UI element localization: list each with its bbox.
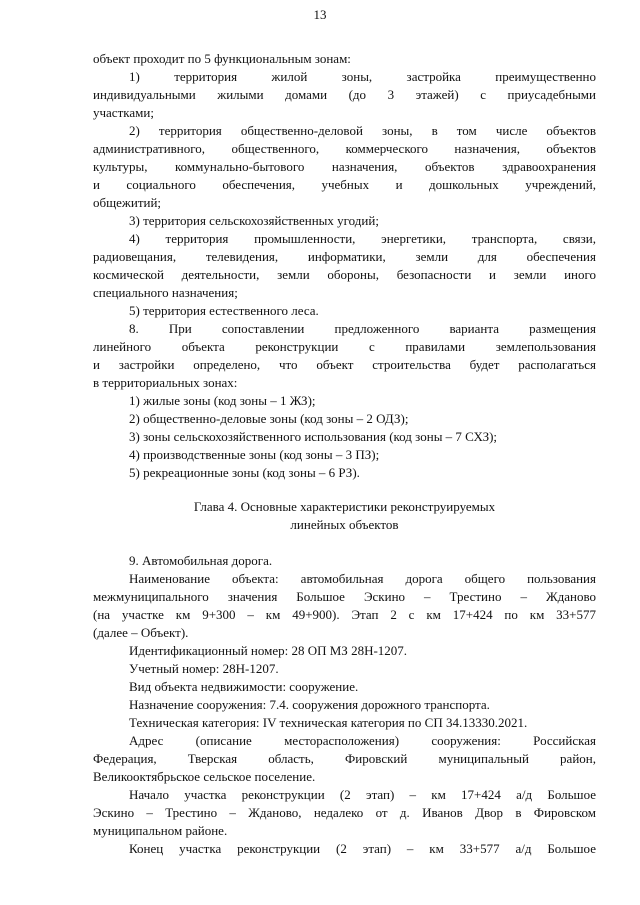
text-line: Конец участка реконструкции (2 этап) – км 33+577 а/д Большое [129, 841, 596, 856]
text-line: Учетный номер: 28Н-1207. [129, 661, 279, 676]
text-line: Начало участка реконструкции (2 этап) – км 17+424 а/д Большое [129, 787, 596, 802]
text-line: 4) производственные зоны (код зоны – 3 ПЗ); [129, 447, 380, 462]
road-object-section [93, 552, 596, 858]
text-line: Назначение сооружения: 7.4. сооружения дорожного транспорта. [129, 697, 490, 712]
text-line: культуры, коммунально-бытового назначения, объектов здравоохранения [93, 159, 596, 174]
text-line: 1) жилые зоны (код зоны – 1 ЖЗ); [129, 393, 316, 408]
text-line: общежитий; [93, 195, 162, 210]
text-line: 5) рекреационные зоны (код зоны – 6 РЗ). [129, 465, 360, 480]
text-line: и застройки определено, что объект строительства будет располагаться [93, 357, 596, 372]
text-line: межмуниципального значения Большое Эскино – Трестино – Жданово [93, 589, 596, 604]
text-line: Идентификационный номер: 28 ОП МЗ 28Н-1207. [129, 643, 408, 658]
text-line: 2) территория общественно-деловой зоны, в том числе объектов [129, 123, 596, 138]
chapter-heading-line-2: линейных объектов [290, 517, 399, 532]
page-number: 13 [313, 7, 327, 22]
text-line: 4) территория промышленности, энергетики, транспорта, связи, [129, 231, 596, 246]
text-line: линейного объекта реконструкции с правилами землепользования [93, 339, 596, 354]
text-line: и социального обеспечения, учебных и дошкольных учреждений, [93, 177, 596, 192]
text-line: 5) территория естественного леса. [129, 303, 319, 318]
text-line: 3) зоны сельскохозяйственного использования (код зоны – 7 СХЗ); [129, 429, 498, 444]
text-line: Федерация, Тверская область, Фировский муниципальный район, [93, 751, 596, 766]
text-line: Великооктябрьское сельское поселение. [93, 769, 316, 784]
chapter-heading-line-1: Глава 4. Основные характеристики реконструируемых [193, 499, 496, 514]
text-line: (на участке км 9+300 – км 49+900). Этап 2 с км 17+424 по км 33+577 [93, 607, 596, 622]
text-line: Эскино – Трестино – Жданово, недалеко от д. Иванов Двор в Фировском [93, 805, 596, 820]
text-line: 3) территория сельскохозяйственных угодий; [129, 213, 379, 228]
text-line: в территориальных зонах: [93, 375, 238, 390]
text-line: (далее – Объект). [93, 625, 189, 640]
text-line: 1) территория жилой зоны, застройка преимущественно [129, 69, 596, 84]
text-line: космической деятельности, земли обороны, безопасности и земли иного [93, 267, 596, 282]
text-line: объект проходит по 5 функциональным зонам: [93, 51, 351, 66]
text-line: участками; [93, 105, 154, 120]
text-line: Наименование объекта: автомобильная дорога общего пользования [129, 571, 596, 586]
document-body [93, 50, 596, 858]
text-line: муниципальном районе. [93, 823, 228, 838]
text-line: 8. При сопоставлении предложенного варианта размещения [129, 321, 596, 336]
text-line: индивидуальными жилыми домами (до 3 этажей) с приусадебными [93, 87, 596, 102]
text-line: Техническая категория: IV техническая категория по СП 34.13330.2021. [129, 715, 528, 730]
zones-section [93, 50, 596, 482]
text-line: Адрес (описание месторасположения) сооружения: Российская [129, 733, 596, 748]
text-line: административного, общественного, коммерческого назначения, объектов [93, 141, 596, 156]
text-line: Вид объекта недвижимости: сооружение. [129, 679, 359, 694]
text-line: специального назначения; [93, 285, 238, 300]
text-line: радиовещания, телевидения, информатики, земли для обеспечения [93, 249, 596, 264]
chapter-heading [93, 498, 596, 534]
text-line: 2) общественно-деловые зоны (код зоны – 2 ОДЗ); [129, 411, 409, 426]
text-line: 9. Автомобильная дорога. [129, 553, 273, 568]
